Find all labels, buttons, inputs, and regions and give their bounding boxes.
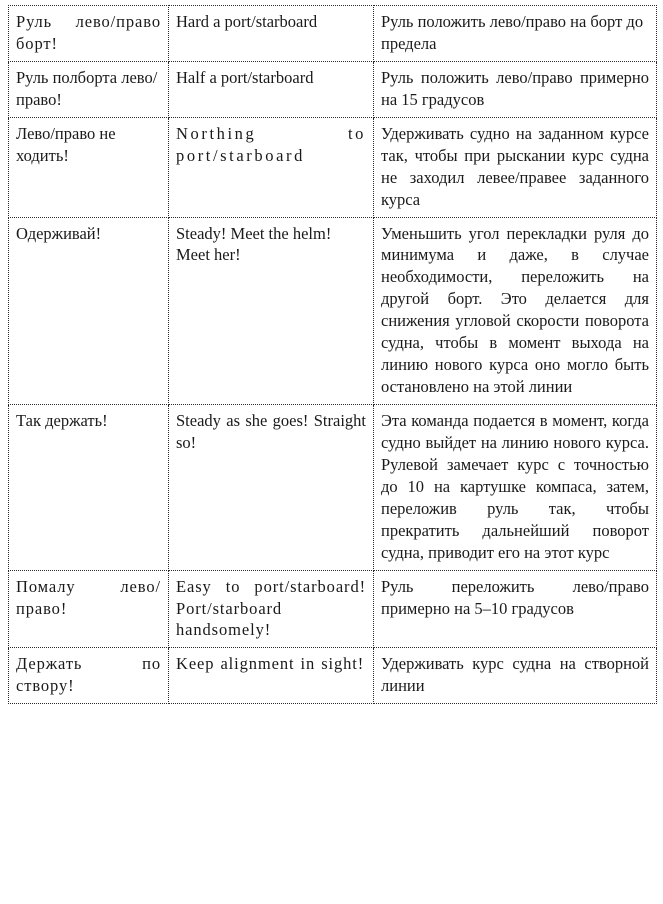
cell-english-command (169, 405, 374, 571)
cell-english-command (169, 61, 374, 117)
english-command-text: Steady! Meet the helm! Meet her! (176, 223, 332, 265)
table-row (9, 6, 657, 62)
meaning-text: Руль переложить лево/право примерно на 5–10 градусов (381, 576, 649, 618)
helm-commands-table (8, 5, 657, 704)
cell-english-command (169, 6, 374, 62)
cell-meaning (374, 61, 657, 117)
meaning-text: Удерживать судно на заданном курсе так, чтобы при рыскании курс судна не заходил левее/правее заданного курса (381, 123, 649, 209)
cell-russian-command (9, 61, 169, 117)
russian-command-text: Помалу лево/право! (16, 576, 161, 618)
cell-english-command (169, 648, 374, 704)
russian-command-text: Лево/право не ходить! (16, 123, 116, 165)
russian-command-text: Держать по створу! (16, 654, 161, 696)
cell-meaning (374, 6, 657, 62)
russian-command-text: Руль полборта лево/право! (16, 67, 158, 109)
english-command-text: Half a port/starboard (176, 67, 314, 87)
table-body (9, 6, 657, 704)
english-command-text: Northing to port/starboard (176, 123, 366, 165)
cell-meaning (374, 217, 657, 405)
cell-english-command (169, 570, 374, 648)
cell-russian-command (9, 405, 169, 571)
russian-command-text: Так держать! (16, 411, 108, 430)
table-row (9, 570, 657, 648)
table-row (9, 61, 657, 117)
cell-meaning (374, 570, 657, 648)
cell-english-command (169, 217, 374, 405)
russian-command-text: Одерживай! (16, 223, 102, 243)
cell-meaning (374, 117, 657, 217)
meaning-text: Руль положить лево/право на борт до предела (381, 12, 644, 53)
cell-russian-command (9, 217, 169, 405)
english-command-text: Easy to port/starboard! Port/starboard handsomely! (176, 576, 366, 640)
cell-meaning (374, 405, 657, 571)
meaning-text: Эта команда подается в момент, когда судно выйдет на линию нового курса. Рулевой замечает курс с точностью до 10 на картушке компаса, затем, переложив руль так, чтобы прекратить дальнейший поворот судна, приводит его на этот курс (381, 411, 649, 562)
table-row (9, 648, 657, 704)
cell-russian-command (9, 117, 169, 217)
table-row (9, 405, 657, 571)
meaning-text: Уменьшить угол перекладки руля до минимума и даже, в случае необходимости, переложить на другой борт. Это делается для снижения угловой скорости поворота судна, чтобы в момент выхода на линию нового курса оно могло быть остановлено на этой линии (381, 223, 649, 397)
english-command-text: Keep alignment in sight! (176, 654, 365, 674)
meaning-text: Удерживать курс судна на створной линии (381, 654, 649, 696)
cell-russian-command (9, 648, 169, 704)
cell-meaning (374, 648, 657, 704)
cell-english-command (169, 117, 374, 217)
english-command-text: Steady as she goes! Straight so! (176, 411, 366, 452)
russian-command-text: Руль лево/право борт! (16, 12, 161, 53)
cell-russian-command (9, 570, 169, 648)
cell-russian-command (9, 6, 169, 62)
table-row (9, 117, 657, 217)
meaning-text: Руль положить лево/право примерно на 15 градусов (381, 67, 649, 109)
english-command-text: Hard a port/starboard (176, 12, 318, 31)
table-row (9, 217, 657, 405)
